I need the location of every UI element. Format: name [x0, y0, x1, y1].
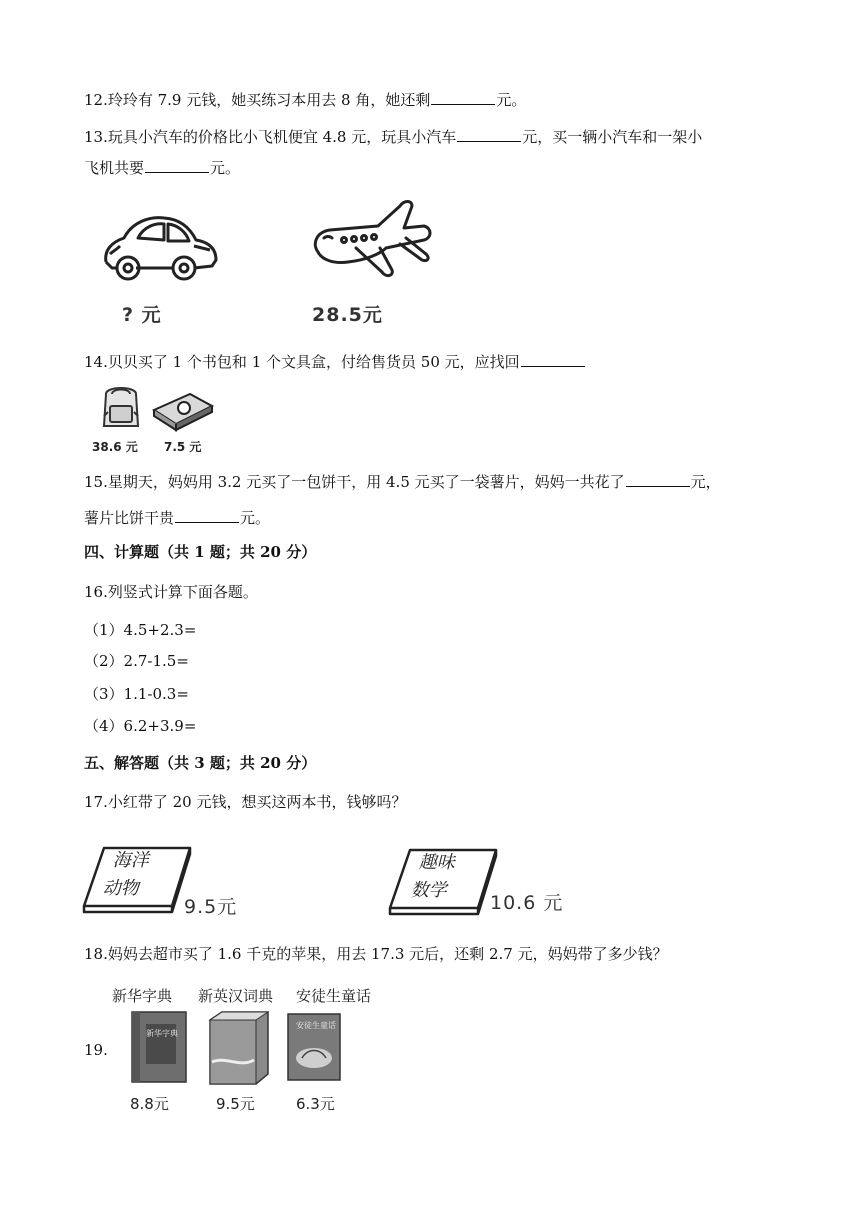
question-15-text: 15.星期天，妈妈用 3.2 元买了一包饼干，用 4.5 元买了一袋薯片，妈妈一共花了: [84, 473, 625, 491]
toy-plane-image: [308, 192, 438, 284]
answer-blank[interactable]: [626, 472, 690, 487]
answer-blank[interactable]: [145, 158, 209, 173]
dictionary-name-1: 新华字典: [112, 987, 173, 1005]
xinhua-dictionary-price: 8.8元: [130, 1095, 169, 1113]
xinhua-dictionary-image: [128, 1008, 192, 1084]
toy-car-image: [98, 210, 222, 290]
answer-blank[interactable]: [431, 90, 495, 105]
question-17: 17.小红带了 20 元钱，想买这两本书，钱够吗？: [84, 793, 407, 811]
schoolbag-price-label: 38.6 元: [92, 440, 138, 454]
question-15-unit: 元。: [240, 509, 271, 527]
question-13-text-line-2: 飞机共要: [84, 159, 145, 177]
question-12-unit: 元。: [496, 91, 527, 109]
book-ocean-animals-price: 9.5元: [184, 896, 238, 918]
question-19-number: 19.: [84, 1041, 108, 1059]
calc-item-2: （2）2.7-1.5=: [84, 652, 189, 670]
pencil-box-image: [150, 388, 216, 432]
question-13-line-2: [84, 158, 240, 178]
question-13-text-cont: 元，买一辆小汽车和一架小: [522, 128, 703, 146]
question-13-text: 13.玩具小汽车的价格比小飞机便宜 4.8 元，玩具小汽车: [84, 128, 457, 146]
question-18: 18.妈妈去超市买了 1.6 千克的苹果，用去 17.3 元后，还剩 2.7 元，妈妈带了多少钱？: [84, 945, 668, 963]
calc-item-1: （1）4.5+2.3=: [84, 621, 197, 639]
schoolbag-image: [98, 382, 144, 432]
calc-item-3: （3）1.1-0.3=: [84, 685, 189, 703]
question-15-text-cont: 元，: [690, 473, 721, 491]
plane-price-label: 28.5元: [312, 304, 383, 326]
book-fun-math-title-1: 趣味: [417, 852, 459, 873]
question-15-line-1: [84, 472, 721, 492]
pencil-box-price-label: 7.5 元: [164, 440, 202, 454]
english-chinese-dictionary-image: [206, 1010, 272, 1086]
dictionary-name-2: 新英汉词典: [198, 987, 274, 1005]
calc-item-4: （4）6.2+3.9=: [84, 717, 197, 735]
section-4-heading: 四、计算题（共 1 题；共 20 分）: [84, 543, 317, 561]
answer-blank[interactable]: [457, 127, 521, 142]
andersen-cover-text: 安徒生童话: [296, 1021, 336, 1030]
question-16: 16.列竖式计算下面各题。: [84, 583, 258, 601]
question-15-text-line-2: 薯片比饼干贵: [84, 509, 175, 527]
question-12: [84, 90, 526, 110]
answer-blank[interactable]: [175, 508, 239, 523]
andersen-fairy-tales-price: 6.3元: [296, 1095, 335, 1113]
book-fun-math-price: 10.6 元: [490, 892, 564, 914]
question-15-line-2: [84, 508, 270, 528]
car-price-label: ? 元: [122, 304, 162, 326]
book-ocean-animals-title-2: 动物: [101, 878, 143, 899]
xinhua-cover-text: 新华字典: [146, 1029, 178, 1038]
book-ocean-animals-title-1: 海洋: [111, 850, 153, 871]
answer-blank[interactable]: [521, 352, 585, 367]
book-fun-math-title-2: 数学: [409, 880, 451, 901]
section-5-heading: 五、解答题（共 3 题；共 20 分）: [84, 754, 317, 772]
question-13-unit: 元。: [210, 159, 241, 177]
question-12-text: 12.玲玲有 7.9 元钱，她买练习本用去 8 角，她还剩: [84, 91, 431, 109]
dictionary-name-3: 安徒生童话: [296, 987, 372, 1005]
question-14-text: 14.贝贝买了 1 个书包和 1 个文具盒，付给售货员 50 元，应找回: [84, 353, 520, 371]
question-13-line-1: [84, 127, 702, 147]
english-chinese-dictionary-price: 9.5元: [216, 1095, 255, 1113]
question-14: [84, 352, 586, 372]
